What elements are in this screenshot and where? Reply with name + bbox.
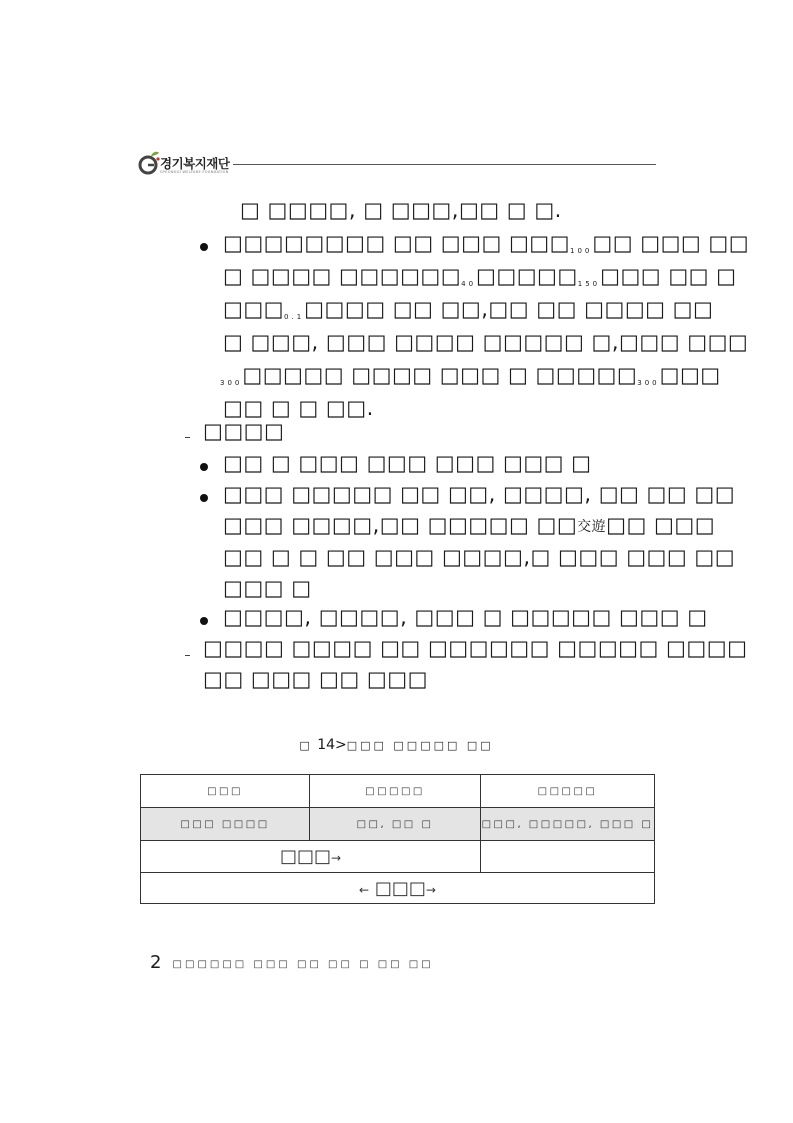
text-line: □□□0.1□□□□ □□ □□,□□ □□ □□□□ □□ [223,297,714,321]
table-cell: □□, □□ □ [310,808,481,841]
leaf-logo-icon [138,150,160,176]
table-cell: □□□ □□□□ [141,808,310,841]
text-line: □□ □ □ □□ □□□ □□□□,□ □□□ □□□ □□ [223,545,736,569]
text-line: 300□□□□□ □□□□ □□□ □ □□□□□300□□□ [220,363,721,387]
table-row [141,808,655,841]
text-line: □□□ □□□□,□□ □□□□□ □□交遊□□ □□□ [223,513,716,537]
left-arrow-icon: ← [359,882,370,897]
table-row [141,841,655,873]
page-number: 2 [150,952,162,973]
bullet-icon [200,243,208,251]
table-header-cell: □□□ [141,775,310,808]
bullet-icon [200,617,208,625]
right-arrow-icon: → [425,882,436,897]
section-heading: □□□□ [203,419,285,443]
table-header-row [141,775,655,808]
footer-title: □□□□□□ □□□ □□ □□ □ □□ □□ [172,959,434,970]
text-line: □□□□, □□□□, □□□ □ □□□□□ □□□ □ [223,605,708,629]
table-header-cell: □□□□□ [481,775,655,808]
table-cell: ← □□□→ [141,873,655,904]
text-line: □□ □ □□□ □□□ □□□ □□□ □ [223,451,592,475]
page-footer [150,952,434,973]
table-cell: □□□, □□□□□, □□□ □ [481,808,655,841]
bullet-icon [200,463,208,471]
table-header-cell: □□□□□ [310,775,481,808]
data-table [140,774,655,904]
right-arrow-icon: → [330,851,342,865]
header-divider [233,164,656,165]
table-row [141,873,655,904]
text-line: □□□□ □□□□ □□ □□□□□□ □□□□□ □□□□ [203,636,748,660]
text-line: □ □□□□ □□□□□□40□□□□□150□□□ □□ □ [223,264,737,288]
logo-subtitle: GYEONGGI WELFARE FOUNDATION [160,170,229,174]
page-header [138,148,656,178]
dash-marker [185,655,190,656]
text-line: □ □□□□, □ □□□,□□ □ □. [240,198,562,222]
table-cell: □□□→ [141,841,481,873]
table-cell [481,841,655,873]
text-line: □□□ □□□□□ □□ □□, □□□□, □□ □□ □□ [223,482,736,506]
text-line: □□ □□□ □□ □□□ [203,667,428,691]
bullet-icon [200,494,208,502]
logo-text: 경기복지재단 [160,156,230,171]
text-line: □ □□□, □□□ □□□□ □□□□□ □,□□□ □□□ [223,330,749,354]
dash-marker [185,437,190,438]
text-line: □□□ □ [223,576,312,600]
text-line: □□□□□□□□ □□ □□□ □□□100□□ □□□ □□ [223,231,750,255]
text-line: □□ □ □ □□. [223,396,374,420]
table-caption: □ 14>□□□ □□□□□ □□ [299,737,494,753]
foundation-logo [138,150,236,176]
